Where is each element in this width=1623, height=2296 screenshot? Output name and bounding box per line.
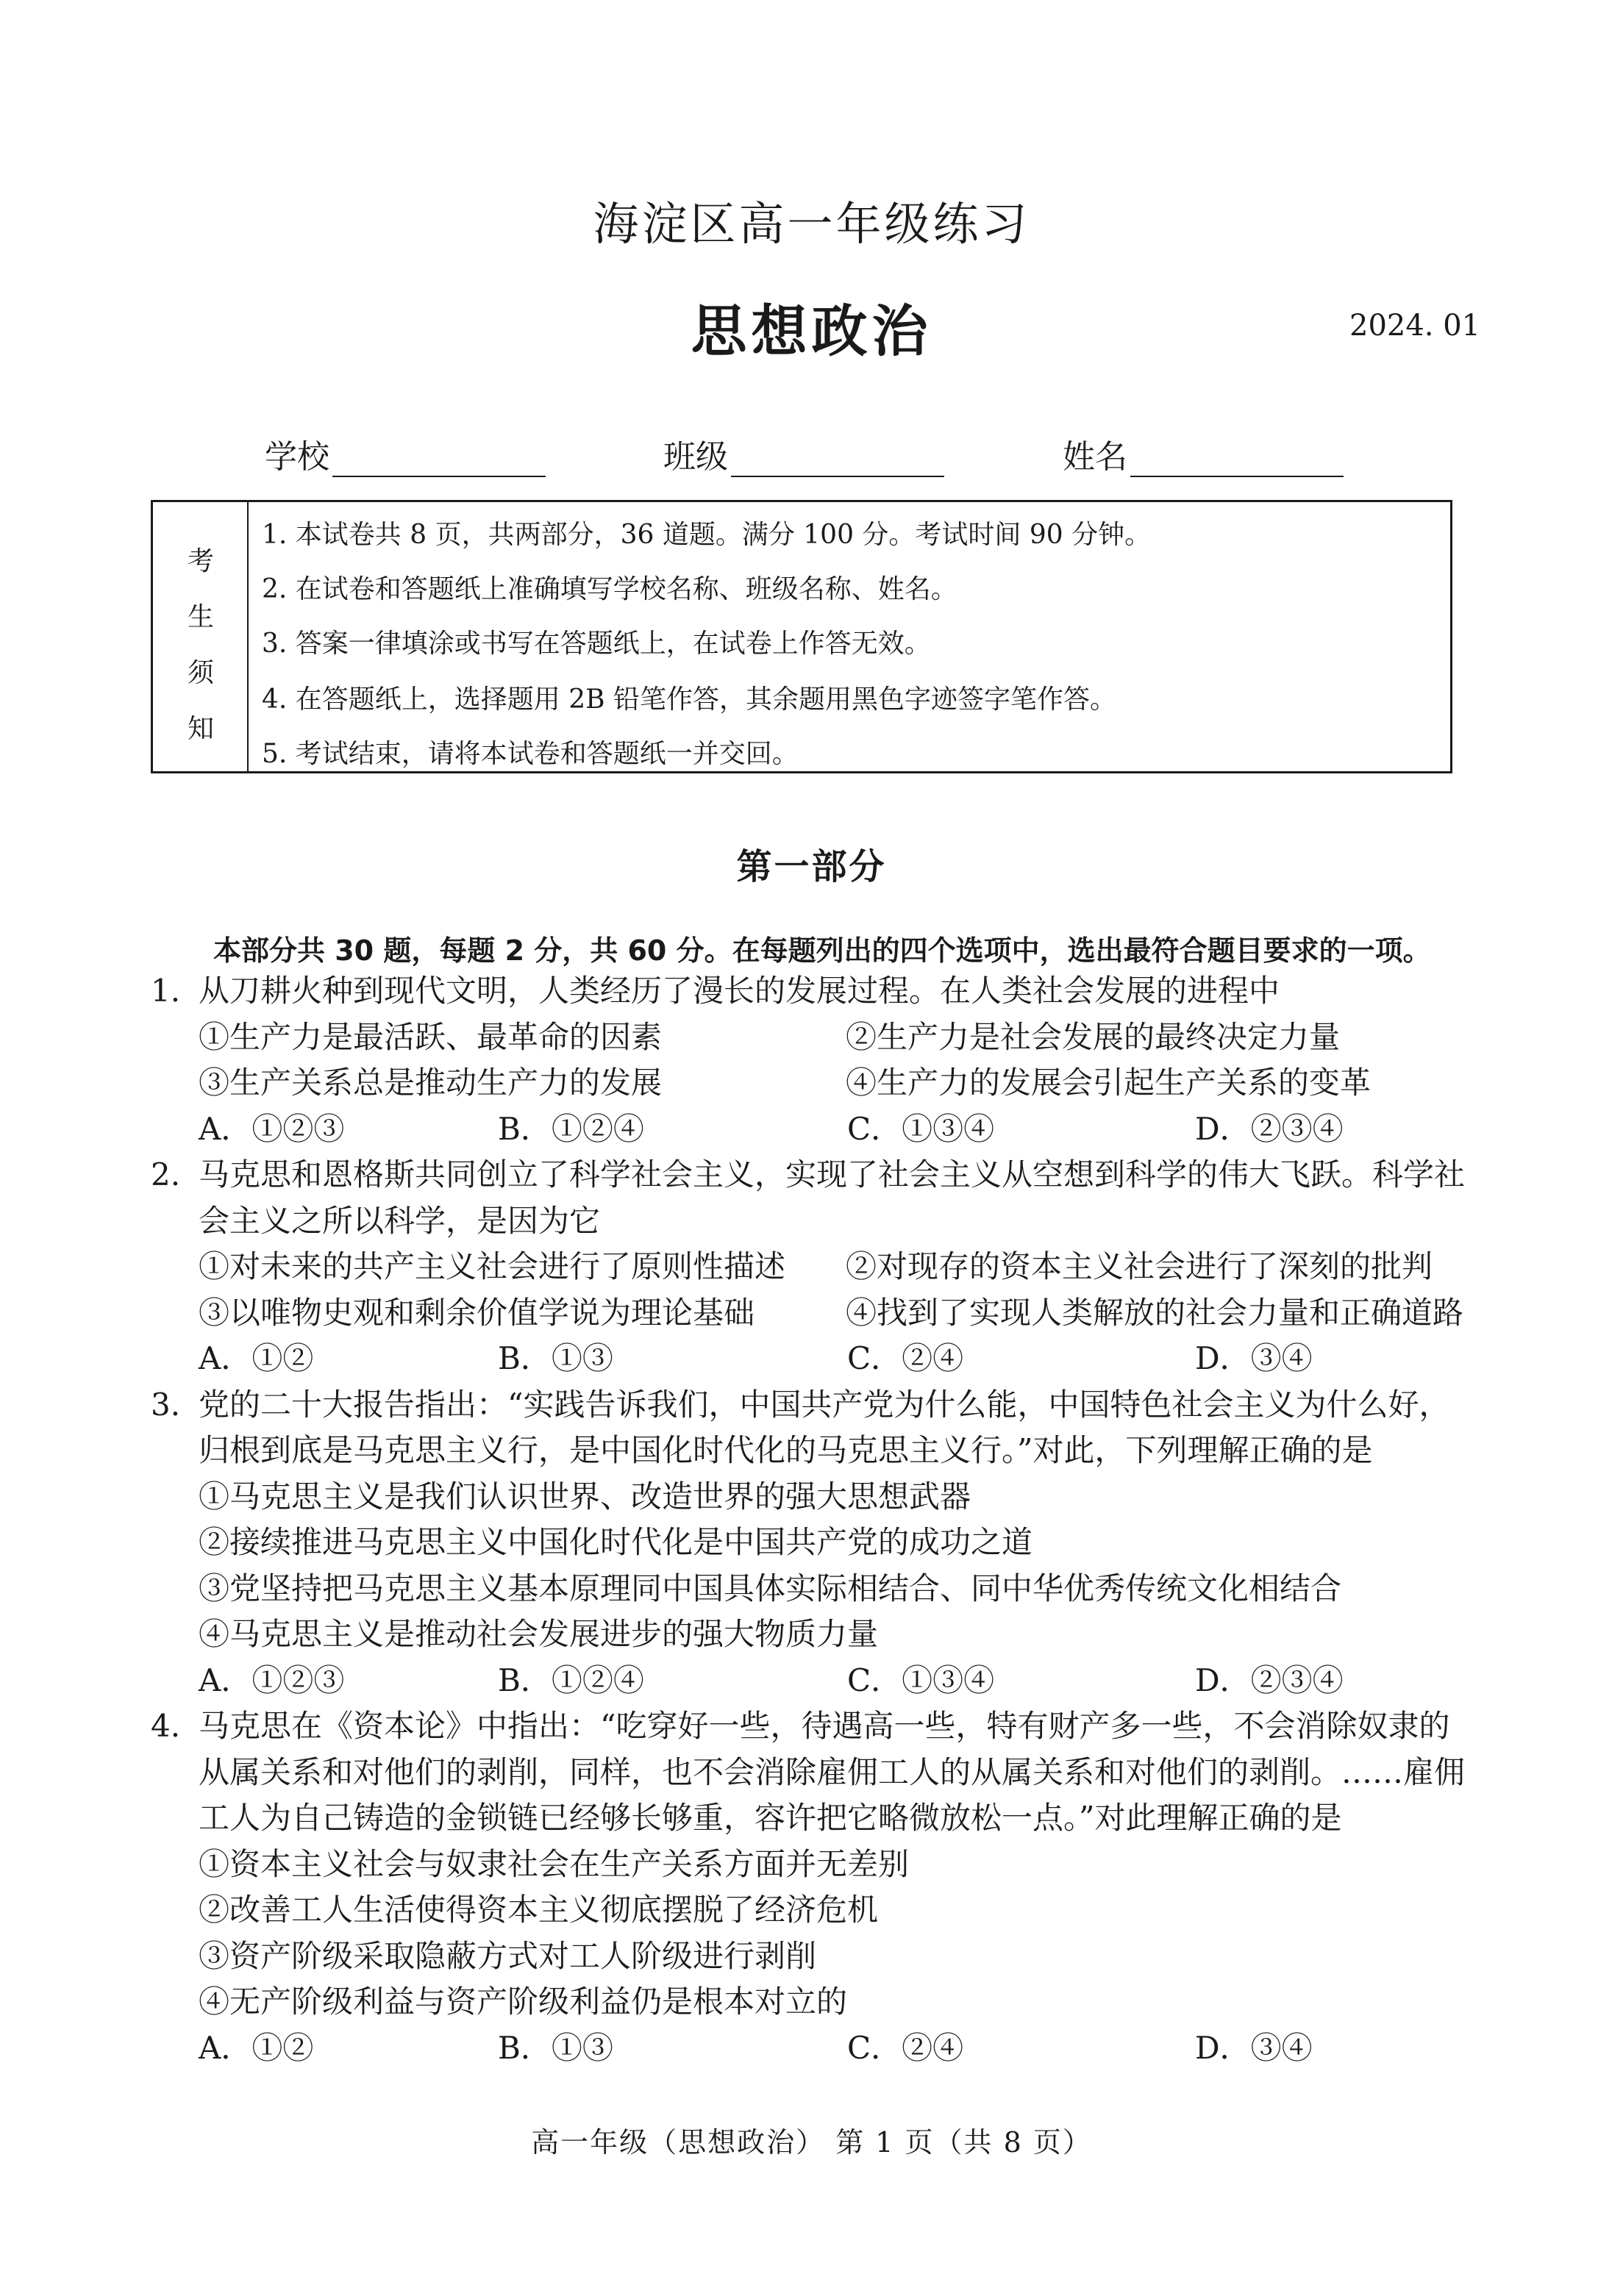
statement: ②生产力是社会发展的最终决定力量 [846,1019,1341,1055]
name-label: 姓名 [1063,438,1127,476]
question-number: 1. [151,973,181,1009]
statement: ②接续推进马克思主义中国化时代化是中国共产党的成功之道 [199,1524,1033,1560]
notice-side-label [153,502,249,771]
notice-item: 5. 考试结束，请将本试卷和答题纸一并交回。 [262,739,799,769]
option-d[interactable]: D．②③④ [1195,1111,1344,1147]
statement: ③生产关系总是推动生产力的发展 [199,1065,663,1101]
notice-item: 2. 在试卷和答题纸上准确填写学校名称、班级名称、姓名。 [262,574,957,604]
question-stem: 会主义之所以科学，是因为它 [199,1203,601,1239]
name-field[interactable] [1063,430,1344,477]
statement: ①对未来的共产主义社会进行了原则性描述 [199,1248,786,1284]
statement: ②改善工人生活使得资本主义彻底摆脱了经济危机 [199,1892,879,1928]
question-stem: 党的二十大报告指出：“实践告诉我们，中国共产党为什么能，中国特色社会主义为什么好， [199,1387,1450,1423]
exam-date: 2024. 01 [1349,309,1481,343]
school-label: 学校 [265,438,329,476]
part-instruction: 本部分共 30 题，每题 2 分，共 60 分。在每题列出的四个选项中，选出最符合题目要求的一项。 [213,934,1431,967]
statement: ①马克思主义是我们认识世界、改造世界的强大思想武器 [199,1478,971,1514]
option-c[interactable]: C．①③④ [847,1662,995,1698]
question-stem: 从属关系和对他们的剥削，同样，也不会消除雇佣工人的从属关系和对他们的剥削。……雇佣 [199,1754,1466,1790]
exam-notice-box [151,500,1452,773]
question-number: 3. [151,1387,181,1423]
statement: ②对现存的资本主义社会进行了深刻的批判 [846,1248,1433,1284]
class-field[interactable] [663,430,944,477]
statement: ③党坚持把马克思主义基本原理同中国具体实际相结合、同中华优秀传统文化相结合 [199,1570,1342,1606]
part-title: 第一部分 [736,846,887,887]
name-blank[interactable] [1130,443,1344,477]
question-number: 4. [151,1708,181,1744]
option-c[interactable]: C．①③④ [847,1111,995,1147]
statement: ③资产阶级采取隐蔽方式对工人阶级进行剥削 [199,1938,817,1974]
question-number: 2. [151,1156,181,1192]
option-d[interactable]: D．②③④ [1195,1662,1344,1698]
option-a[interactable]: A．①②③ [199,1662,345,1698]
exam-region-title: 海淀区高一年级练习 [593,197,1030,251]
option-c[interactable]: C．②④ [847,2030,964,2066]
school-blank[interactable] [332,443,546,477]
statement: ④找到了实现人类解放的社会力量和正确道路 [846,1295,1464,1331]
notice-item: 3. 答案一律填涂或书写在答题纸上，在试卷上作答无效。 [262,629,931,659]
option-c[interactable]: C．②④ [847,1340,964,1376]
question-stem: 归根到底是马克思主义行，是中国化时代化的马克思主义行。”对此，下列理解正确的是 [199,1432,1373,1468]
option-a[interactable]: A．①②③ [199,1111,345,1147]
option-d[interactable]: D．③④ [1195,2030,1313,2066]
class-blank[interactable] [731,443,944,477]
notice-item: 1. 本试卷共 8 页，共两部分，36 道题。满分 100 分。考试时间 90 分钟。 [262,520,1152,550]
class-label: 班级 [663,438,728,476]
question-stem: 工人为自己铸造的金锁链已经够长够重，容许把它略微放松一点。”对此理解正确的是 [199,1800,1342,1836]
statement: ①资本主义社会与奴隶社会在生产关系方面并无差别 [199,1846,910,1882]
notice-item: 4. 在答题纸上，选择题用 2B 铅笔作答，其余题用黑色字迹签字笔作答。 [262,684,1117,715]
option-b[interactable]: B．①②④ [498,1111,644,1147]
question-stem: 从刀耕火种到现代文明，人类经历了漫长的发展过程。在人类社会发展的进程中 [199,973,1280,1009]
question-stem: 马克思在《资本论》中指出：“吃穿好一些，待遇高一些，特有财产多一些，不会消除奴隶的 [199,1708,1450,1744]
notice-side-char: 考 [187,546,214,576]
statement: ④无产阶级利益与资产阶级利益仍是根本对立的 [199,1984,848,2020]
notice-side-char: 须 [187,658,214,688]
option-d[interactable]: D．③④ [1195,1340,1313,1376]
page-footer: 高一年级（思想政治） 第 1 页（共 8 页） [531,2126,1092,2159]
option-b[interactable]: B．①②④ [498,1662,644,1698]
notice-side-char: 知 [187,714,214,744]
statement: ④马克思主义是推动社会发展进步的强大物质力量 [199,1616,879,1652]
notice-side-char: 生 [187,602,214,632]
option-b[interactable]: B．①③ [498,2030,613,2066]
option-b[interactable]: B．①③ [498,1340,613,1376]
option-a[interactable]: A．①② [199,1340,314,1376]
school-field[interactable] [265,430,546,477]
question-stem: 马克思和恩格斯共同创立了科学社会主义，实现了社会主义从空想到科学的伟大飞跃。科学社 [199,1156,1466,1192]
subject-title: 思想政治 [691,298,932,364]
statement: ④生产力的发展会引起生产关系的变革 [846,1065,1371,1101]
statement: ①生产力是最活跃、最革命的因素 [199,1019,663,1055]
option-a[interactable]: A．①② [199,2030,314,2066]
statement: ③以唯物史观和剩余价值学说为理论基础 [199,1295,755,1331]
